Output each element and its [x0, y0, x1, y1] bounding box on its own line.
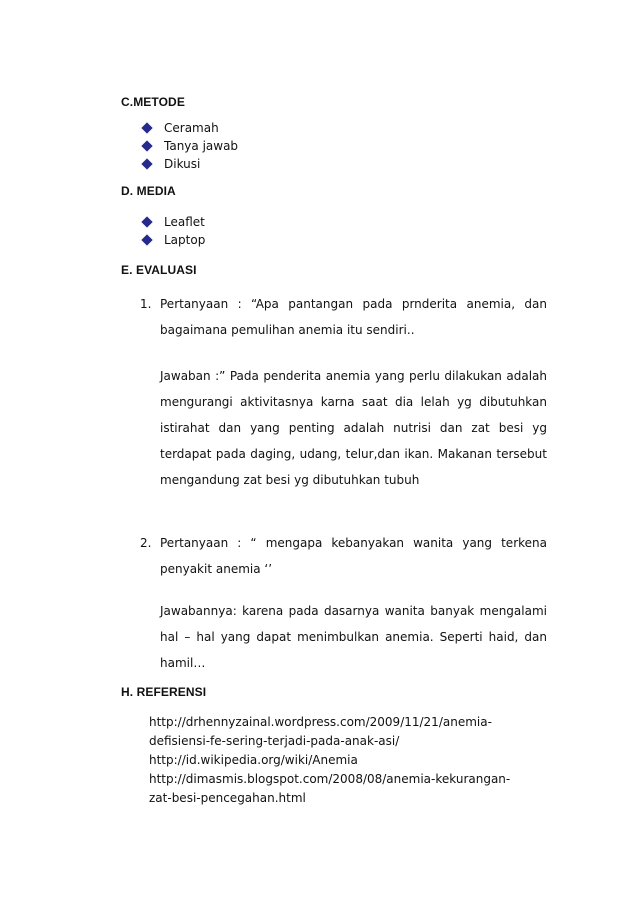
answer-2: Jawabannya: karena pada dasarnya wanita banyak mengalami hal – hal yang dapat menimbulkan anemia. Seperti haid, dan hamil…: [160, 604, 547, 670]
answer-1: Jawaban :” Pada penderita anemia yang perlu dilakukan adalah mengurangi aktivitasnya karna saat dia lelah yg dibutuhkan istirahat dan yang penting adalah nutrisi dan zat besi yg terdapat pada daging, udang, telur,dan ikan. Makanan tersebut mengandung zat besi yg dibutuhkan tubuh: [160, 369, 547, 487]
media-list: [140, 213, 205, 249]
diamond-bullet-icon: [141, 122, 152, 133]
reference-list: [149, 713, 549, 808]
item-number: 2.: [140, 536, 152, 550]
reference-line: zat-besi-pencegahan.html: [149, 791, 306, 805]
section-heading-metode: C.METODE: [121, 95, 185, 109]
reference-line: defisiensi-fe-sering-terjadi-pada-anak-asi/: [149, 734, 400, 748]
section-heading-evaluasi: E. EVALUASI: [121, 263, 197, 277]
section-heading-referensi: H. REFERENSI: [121, 685, 207, 699]
diamond-bullet-icon: [141, 234, 152, 245]
section-heading-media: D. MEDIA: [121, 184, 176, 198]
list-item: Laptop: [140, 231, 205, 249]
list-item: Tanya jawab: [140, 137, 238, 155]
reference-line: http://drhennyzainal.wordpress.com/2009/11/21/anemia-: [149, 715, 492, 729]
list-item: Leaflet: [140, 213, 205, 231]
list-item: Ceramah: [140, 119, 238, 137]
diamond-bullet-icon: [141, 158, 152, 169]
diamond-bullet-icon: [141, 216, 152, 227]
metode-list: [140, 119, 238, 173]
reference-line: http://id.wikipedia.org/wiki/Anemia: [149, 753, 358, 767]
question-2: Pertanyaan : “ mengapa kebanyakan wanita yang terkena penyakit anemia ‘’: [160, 536, 547, 576]
reference-line: http://dimasmis.blogspot.com/2008/08/anemia-kekurangan-: [149, 772, 511, 786]
diamond-bullet-icon: [141, 140, 152, 151]
list-item: Dikusi: [140, 155, 238, 173]
question-1: Pertanyaan : “Apa pantangan pada prnderita anemia, dan bagaimana pemulihan anemia itu sendiri..: [160, 297, 547, 337]
item-number: 1.: [140, 297, 152, 311]
